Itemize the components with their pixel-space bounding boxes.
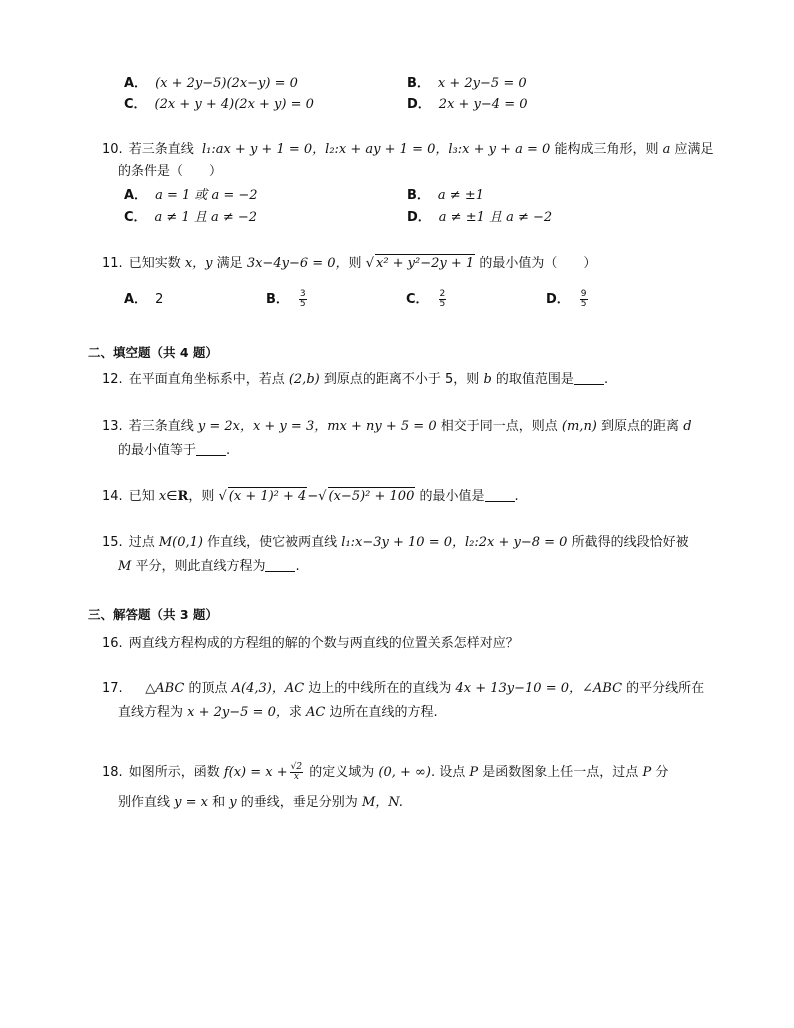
q11-option-d: D． $\frac{9}{5}$ bbox=[546, 289, 587, 309]
q10-stem-line2: 的条件是（ ） bbox=[118, 164, 223, 179]
fraction: $\frac{3}{5}$ bbox=[299, 289, 306, 309]
q9-option-d: D． 2x + y−4 = 0 bbox=[407, 97, 528, 112]
sqrt-sign: √ bbox=[218, 489, 227, 504]
q14-stem: 14. 已知 x∈R，则 √ (x + 1)² + 4−√ (x−5)² + 100 的最小值是 . bbox=[102, 489, 519, 504]
fraction: $\frac{2}{5}$ bbox=[439, 289, 446, 309]
answer-blank[interactable] bbox=[485, 489, 515, 502]
q16-stem: 16. 两直线方程构成的方程组的解的个数与两直线的位置关系怎样对应？ bbox=[102, 636, 519, 651]
sqrt-sign: √ bbox=[318, 489, 327, 504]
q11-option-a: A． 2 bbox=[124, 292, 164, 307]
q11-option-b: B． $\frac{3}{5}$ bbox=[266, 289, 306, 309]
q10-option-c: C． a ≠ 1 且 a ≠ −2 bbox=[124, 210, 258, 225]
q9-option-a: A． (x + 2y−5)(2x−y) = 0 bbox=[124, 76, 298, 91]
q15-stem: 15. 过点 M(0,1) 作直线，使它被两直线 l₁:x−3y + 10 = 0，l₂:2x + y−8 = 0 所截得的线段恰好被 bbox=[102, 535, 689, 550]
q12-stem: 12. 在平面直角坐标系中，若点 (2,b) 到原点的距离不小于 5，则 b 的取值范围是 . bbox=[102, 372, 609, 387]
q9-option-b: B． x + 2y−5 = 0 bbox=[407, 76, 527, 91]
q15-stem-line2: M 平分，则此直线方程为 . bbox=[118, 559, 300, 574]
answer-blank[interactable] bbox=[265, 559, 295, 572]
q10-option-b: B． a ≠ ±1 bbox=[407, 188, 484, 203]
q18-stem: 18. 如图所示，函数 f(x) = x + $\frac{√2}{x}$ 的定义域为 (0, + ∞). 设点 P 是函数图象上任一点，过点 P 分 bbox=[102, 762, 669, 782]
q17-stem: 17. △ABC 的顶点 A(4,3)，AC 边上的中线所在的直线为 4x + 13y−10 = 0，∠ABC 的平分线所在 bbox=[102, 681, 705, 696]
q11-option-c: C． $\frac{2}{5}$ bbox=[406, 289, 446, 309]
fraction: $\frac{9}{5}$ bbox=[580, 289, 587, 309]
q10-stem: 10. 若三条直线 l₁:ax + y + 1 = 0，l₂:x + ay + 1 = 0，l₃:x + y + a = 0 能构成三角形，则 a 应满足 bbox=[102, 142, 714, 157]
q10-option-d: D． a ≠ ±1 且 a ≠ −2 bbox=[407, 210, 553, 225]
section-fill-in-heading: 二、填空题（共 4 题） bbox=[88, 345, 218, 360]
answer-blank[interactable] bbox=[196, 443, 226, 456]
q13-stem-line2: 的最小值等于 . bbox=[118, 443, 231, 458]
q11-stem: 11. 已知实数 x，y 满足 3x−4y−6 = 0，则 √ x² + y²−2y + 1 的最小值为（ ） bbox=[102, 256, 597, 271]
q9-option-c: C． (2x + y + 4)(2x + y) = 0 bbox=[124, 97, 314, 112]
q17-stem-line2: 直线方程为 x + 2y−5 = 0，求 AC 边所在直线的方程. bbox=[118, 705, 438, 720]
q18-stem-line2: 别作直线 y = x 和 y 的垂线，垂足分别为 M，N. bbox=[118, 795, 403, 810]
q10-option-a: A． a = 1 或 a = −2 bbox=[124, 188, 258, 203]
q13-stem: 13. 若三条直线 y = 2x，x + y = 3，mx + ny + 5 = 0 相交于同一点，则点 (m,n) 到原点的距离 d bbox=[102, 419, 692, 434]
fraction: $\frac{√2}{x}$ bbox=[290, 762, 303, 782]
sqrt-sign: √ bbox=[365, 256, 374, 271]
section-answer-heading: 三、解答题（共 3 题） bbox=[88, 607, 218, 622]
answer-blank[interactable] bbox=[574, 372, 604, 385]
